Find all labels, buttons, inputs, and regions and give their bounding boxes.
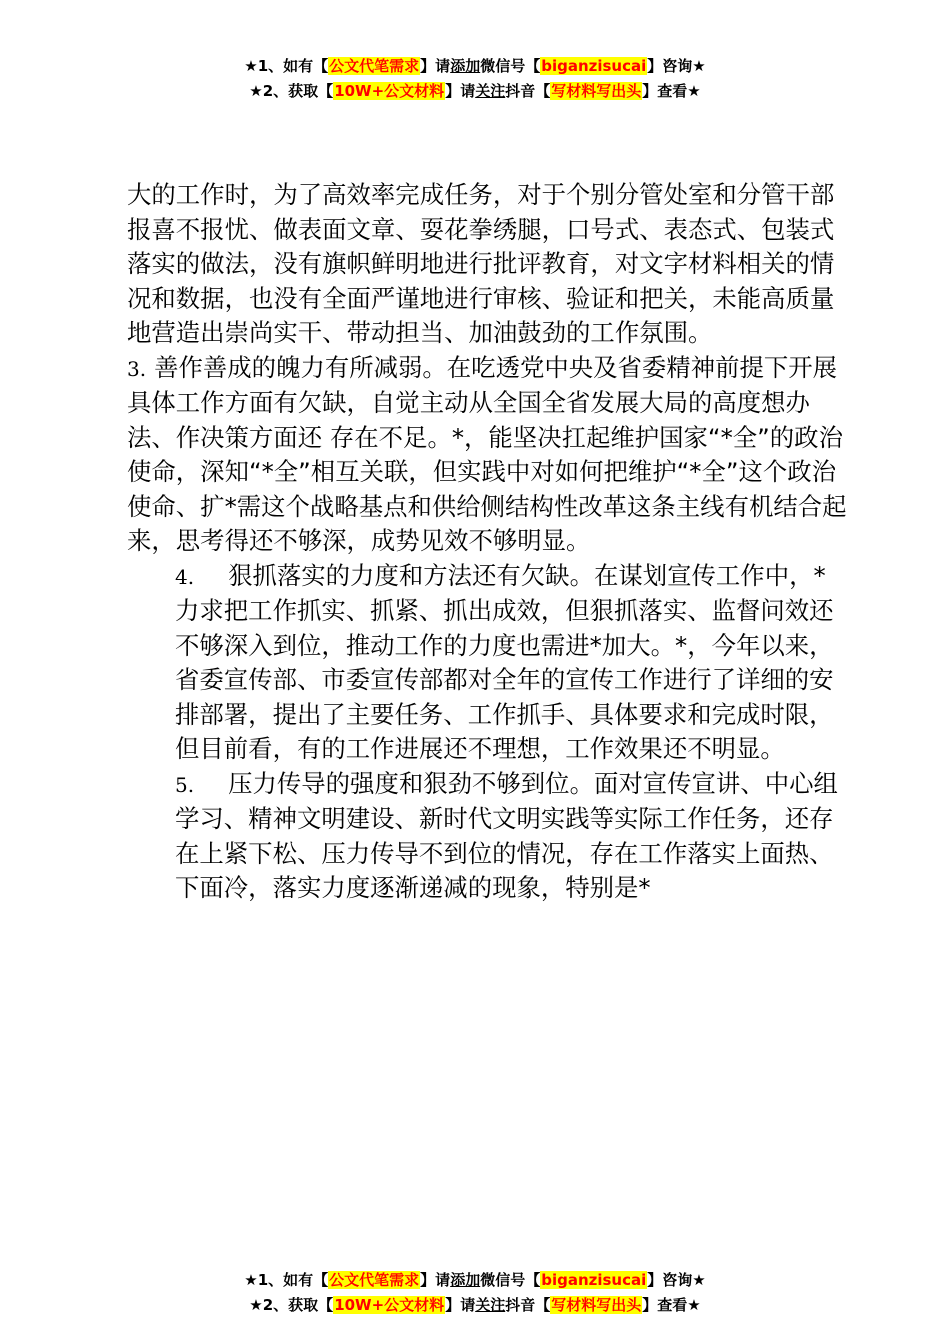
banner-highlight: 公文代笔需求 [329,57,420,75]
footer-banner [0,1268,950,1318]
banner-highlight: 10W+公文材料 [334,82,445,100]
banner-highlight: 写材料写出头 [551,82,642,100]
banner-highlight: 写材料写出头 [551,1296,642,1314]
banner-underline: 添加 [450,1271,481,1289]
paragraph-4 [127,767,847,906]
banner-text: ★2、获取【 [249,82,334,100]
banner-underline: 关注 [475,82,506,100]
banner-text: 】请 [420,1271,451,1289]
banner-text: 】请 [445,82,476,100]
banner-highlight: 10W+公文材料 [334,1296,445,1314]
paragraph-3 [127,559,847,767]
banner-text: 】咨询★ [647,1271,706,1289]
banner-text: 】请 [445,1296,476,1314]
banner-highlight: biganzisucai [541,57,647,75]
banner-underline: 关注 [475,1296,506,1314]
document-body [127,178,847,906]
banner-text: 微信号【 [480,1271,541,1289]
banner-line-2 [0,1293,950,1318]
paragraph-number: 5. [175,772,195,797]
banner-text: 】咨询★ [647,57,706,75]
banner-text: 微信号【 [480,57,541,75]
paragraph-number: 3. [127,356,147,381]
banner-highlight: biganzisucai [541,1271,647,1289]
paragraph-1: 大的工作时，为了高效率完成任务，对于个别分管处室和分管干部报喜不报忧、做表面文章、耍花拳绣腿，口号式、表态式、包装式落实的做法，没有旗帜鲜明地进行批评教育，对文字材料相关的情况和数据，也没有全面严谨地进行审核、验证和把关，未能高质量地营造出崇尚实干、带动担当、加油鼓劲的工作氛围。 [127,180,835,347]
paragraph-number: 4. [175,564,195,589]
paragraph-text: 压力传导的强度和狠劲不够到位。面对宣传宣讲、中心组学习、精神文明建设、新时代文明实践等实际工作任务，还存在上紧下松、压力传导不到位的情况，存在工作落实上面热、下面冷，落实力度逐渐递减的现象，特别是* [175,768,838,902]
banner-line-1 [0,1268,950,1293]
banner-text: 】查看★ [642,1296,701,1314]
banner-text: 】请 [420,57,451,75]
banner-text: ★2、获取【 [249,1296,334,1314]
paragraph-text: 善作善成的魄力有所减弱。在吃透党中央及省委精神前提下开展具体工作方面有欠缺，自觉主动从全国全省发展大局的高度想办法、作决策方面还 存在不足。*，能坚决扛起维护国家“*全”的政治使命，深知“*全”相互关联，但实践中对如何把维护“*全”这个政治使命、扩*需这个战略基点和供给侧结构性改革这条主线有机结合起来，思考得还不够深，成势见效不够明显。 [127,352,847,555]
paragraph-text: 狠抓落实的力度和方法还有欠缺。在谋划宣传工作中，*力求把工作抓实、抓紧、抓出成效，但狠抓落实、监督问效还不够深入到位，推动工作的力度也需进*加大。*，今年以来，省委宣传部、市委宣传部都对全年的宣传工作进行了详细的安排部署，提出了主要任务、工作抓手、具体要求和完成时限，但目前看，有的工作进展还不理想，工作效果还不明显。 [175,560,834,763]
banner-text: ★1、如有【 [244,1271,329,1289]
banner-text: 抖音【 [505,1296,551,1314]
paragraph-2 [127,351,847,559]
banner-text: ★1、如有【 [244,57,329,75]
banner-underline: 添加 [450,57,481,75]
banner-highlight: 公文代笔需求 [329,1271,420,1289]
banner-text: 抖音【 [505,82,551,100]
header-banner [0,54,950,104]
banner-text: 】查看★ [642,82,701,100]
banner-line-1 [0,54,950,79]
banner-line-2 [0,79,950,104]
